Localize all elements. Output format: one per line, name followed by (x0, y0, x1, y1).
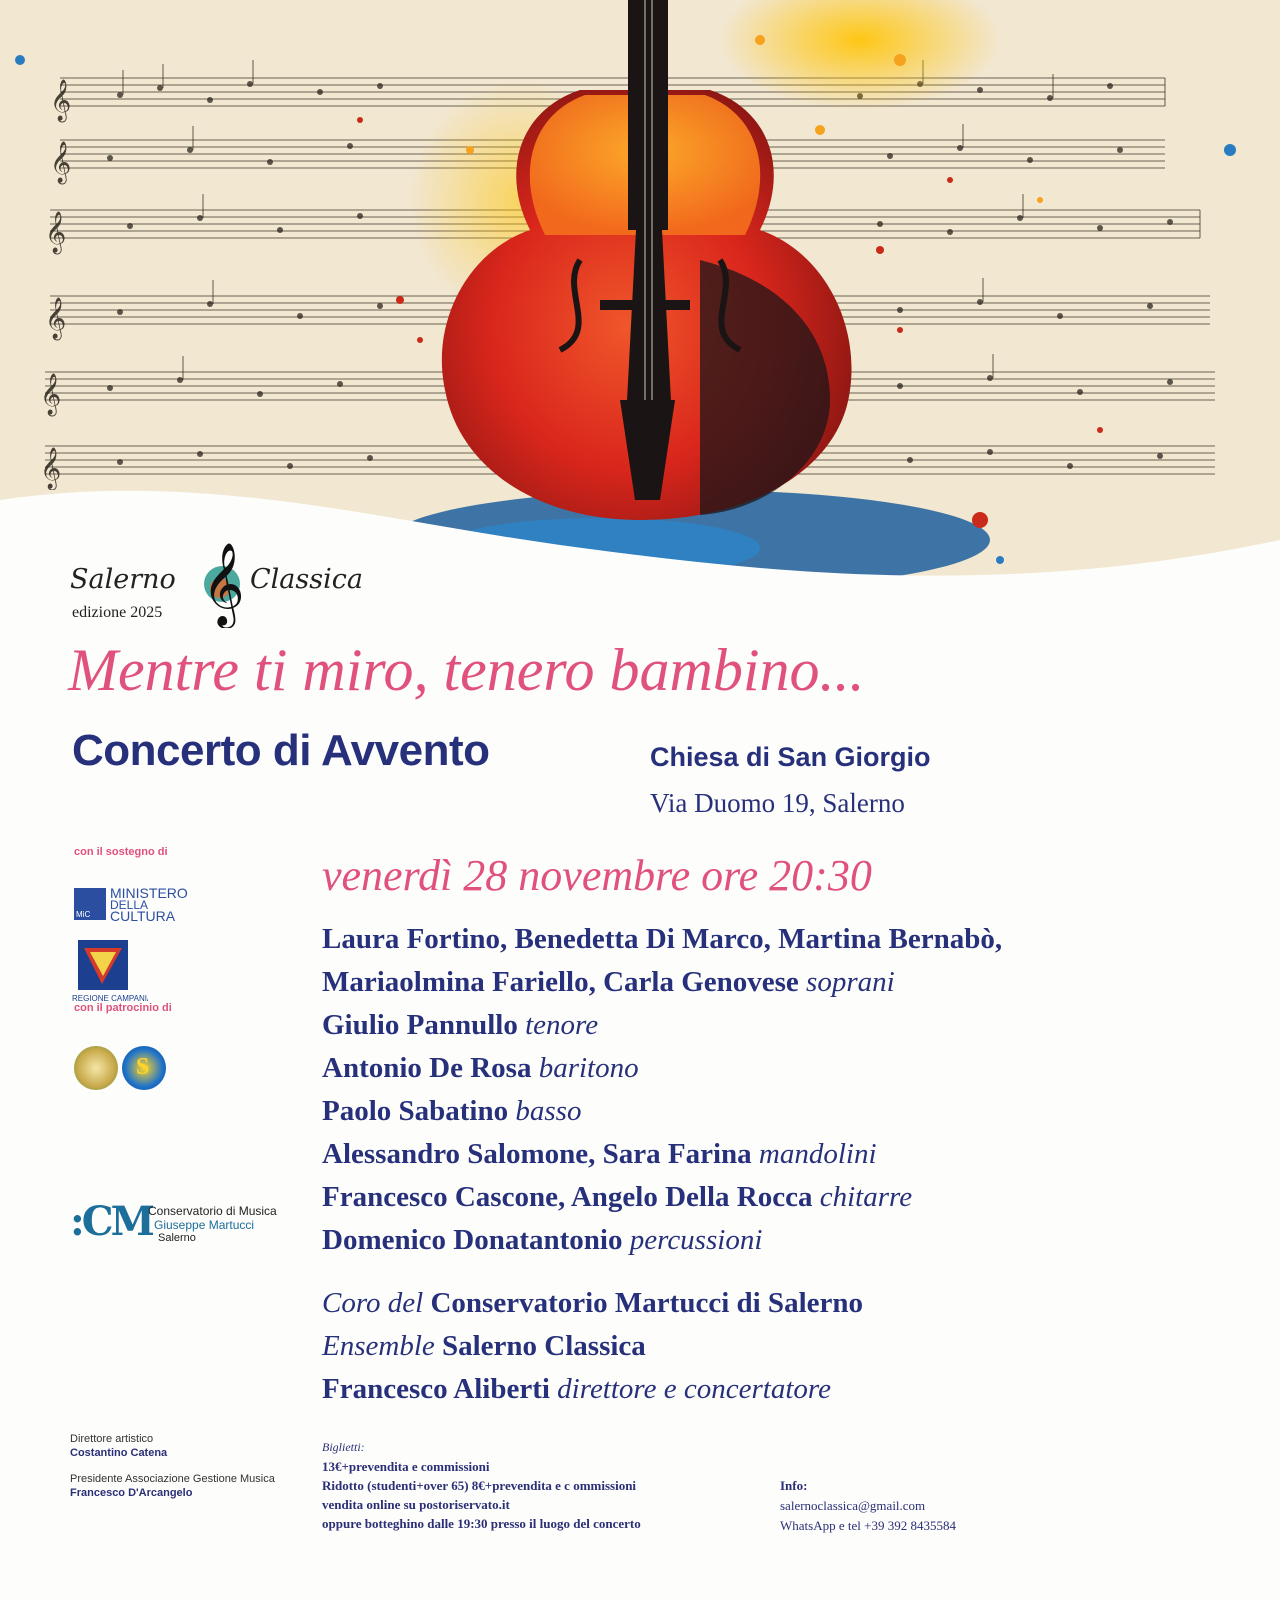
info-email: salernoclassica@gmail.com (780, 1498, 926, 1513)
svg-text:REGIONE CAMPANIA: REGIONE CAMPANIA (72, 994, 148, 1003)
campania-emblem-icon (72, 938, 148, 1004)
regione-campania-logo (72, 938, 148, 1004)
performer-line: Alessandro Salomone, Sara Farina mandolini (322, 1138, 877, 1170)
hero-artwork (0, 0, 1280, 600)
cello-painting (0, 0, 1280, 600)
svg-text:𝄞: 𝄞 (40, 374, 62, 415)
performer-line: Antonio De Rosa baritono (322, 1052, 639, 1084)
brand-word-classica: Classica (250, 564, 363, 595)
concert-title: Mentre ti miro, tenero bambino... (68, 637, 865, 703)
svg-text:𝄞: 𝄞 (50, 142, 72, 183)
brand-word-salerno: Salerno (70, 564, 176, 595)
ministry-culture-logo: MiC MINISTERO DELLA CULTURA (76, 885, 188, 924)
performer-line: Laura Fortino, Benedetta Di Marco, Martina Bernabò, (322, 923, 1003, 955)
svg-text:𝄞: 𝄞 (45, 212, 67, 253)
brand-edition: edizione 2025 (72, 604, 163, 621)
performers-list (322, 918, 1252, 1262)
performer-line: Francesco Cascone, Angelo Della Rocca chitarre (322, 1181, 913, 1213)
performer-line: Mariaolmina Fariello, Carla Genovese soprani (322, 966, 895, 998)
comune-salerno-crest-icon (74, 1046, 118, 1090)
venue-name: Chiesa di San Giorgio (650, 742, 931, 772)
concert-date: venerdì 28 novembre ore 20:30 (322, 851, 872, 900)
ministry-emblem-icon: MiC (74, 888, 106, 920)
svg-text:𝄞: 𝄞 (50, 80, 72, 121)
ensemble-line: Coro del Conservatorio Martucci di Salerno (322, 1287, 863, 1319)
conservatorio-logo: :CM Conservatorio di Musica Giuseppe Martucci Salerno (70, 1198, 277, 1245)
patronage-label: con il patrocinio di (74, 1002, 172, 1014)
svg-text:𝄞: 𝄞 (40, 448, 62, 489)
info-block: Info: salernoclassica@gmail.com WhatsApp e tel +39 392 8435584 (780, 1476, 956, 1536)
conservatorio-mark-icon: :CM (70, 1198, 152, 1245)
treble-clef-icon (198, 528, 246, 628)
svg-text:𝄞: 𝄞 (202, 541, 245, 625)
provincia-emblem-icon: S (122, 1046, 166, 1090)
performer-line: Giulio Pannullo tenore (322, 1009, 599, 1041)
ensembles-list (322, 1282, 1252, 1411)
performer-line: Paolo Sabatino basso (322, 1095, 582, 1127)
ensemble-line: Ensemble Salerno Classica (322, 1330, 646, 1362)
tickets-block: Biglietti: 13€+prevendita e commissioni Ridotto (studenti+over 65) 8€+prevendita e c ommissioni vendita online su postoriservato.it oppure botteghino dalle 19:30 presso il luogo del concerto (322, 1440, 641, 1531)
performer-line: Domenico Donatantonio percussioni (322, 1224, 763, 1256)
concert-subtitle: Concerto di Avvento (72, 726, 490, 775)
credits-block: Direttore artistico Costantino Catena Presidente Associazione Gestione Musica Francesco D'Arcangelo (70, 1433, 275, 1499)
svg-text:𝄞: 𝄞 (45, 298, 67, 339)
support-label: con il sostegno di (74, 846, 168, 858)
info-phone: WhatsApp e tel +39 392 8435584 (780, 1518, 956, 1533)
venue-address: Via Duomo 19, Salerno (650, 788, 905, 818)
ensemble-line: Francesco Aliberti direttore e concertatore (322, 1373, 831, 1405)
brand-logo (70, 528, 410, 628)
